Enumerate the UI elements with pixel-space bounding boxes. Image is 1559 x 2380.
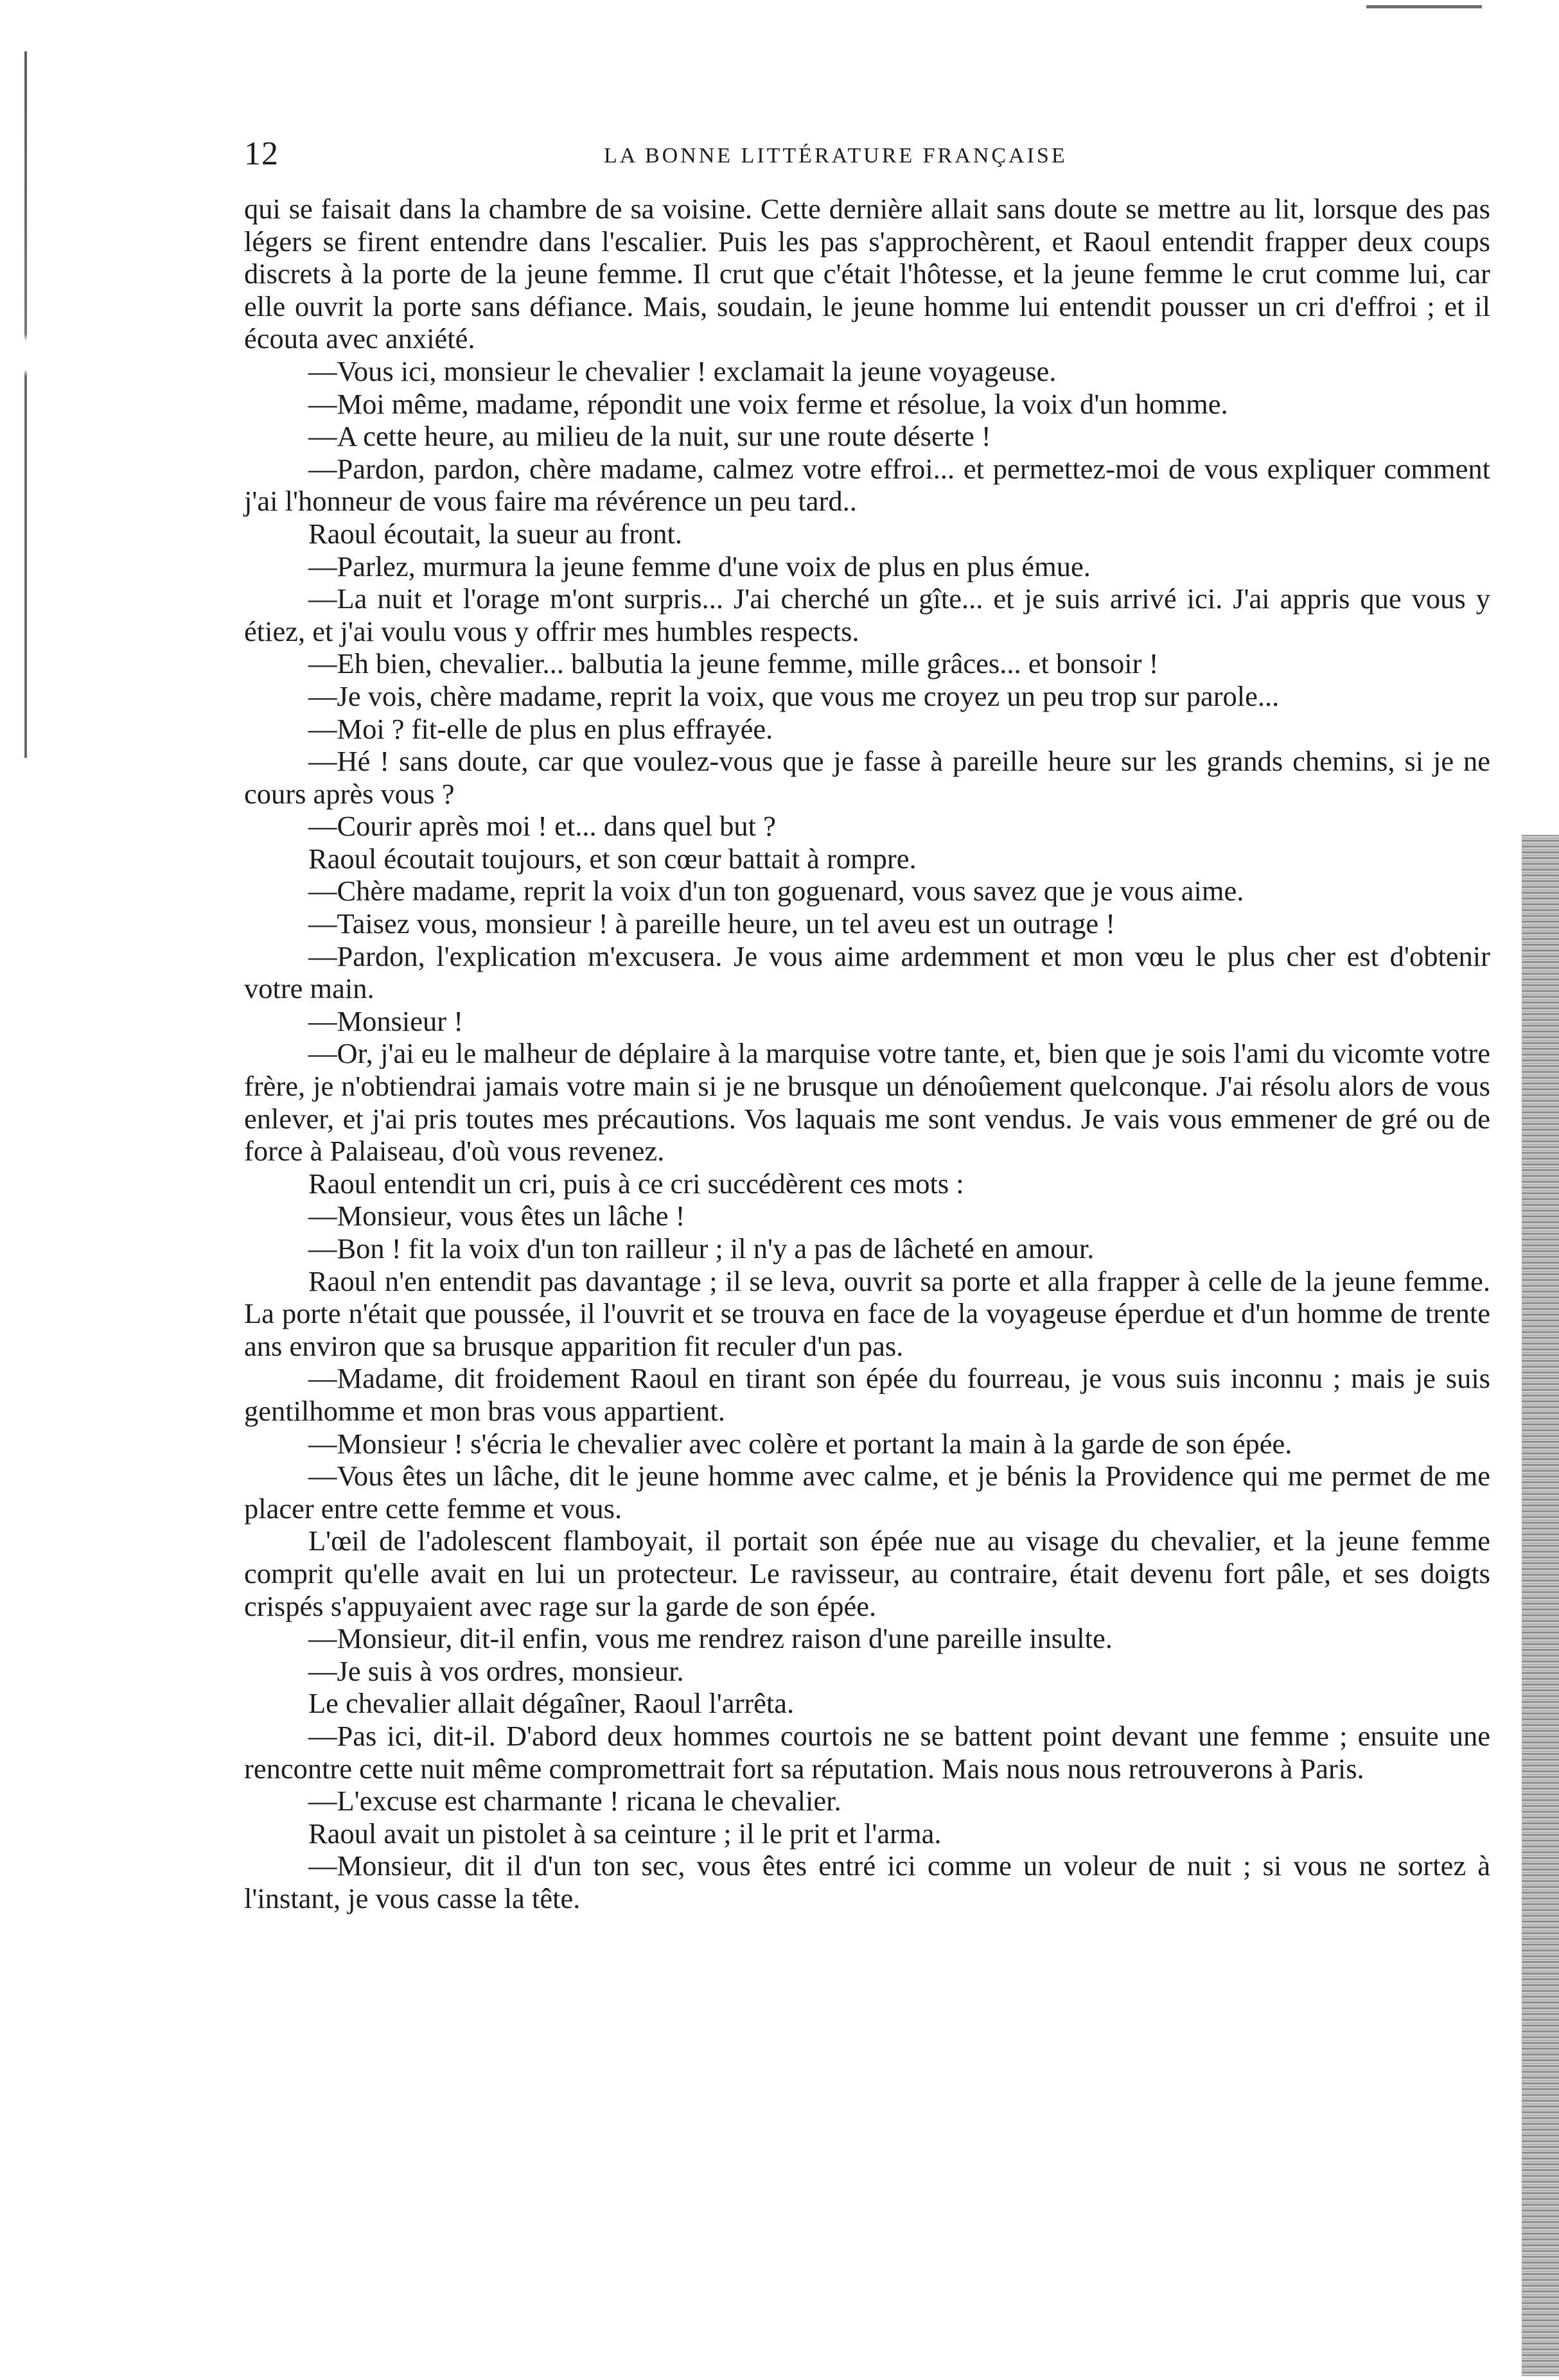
- paragraph: —Vous êtes un lâche, dit le jeune homme avec calme, et je bénis la Providence qui me permet de me placer entre cette femme et vous.: [244, 1460, 1490, 1525]
- paragraph: Raoul écoutait, la sueur au front.: [308, 517, 683, 550]
- running-title: LA BONNE LITTÉRATURE FRANÇAISE: [604, 144, 1068, 168]
- paragraph: Raoul entendit un cri, puis à ce cri succédèrent ces mots :: [308, 1167, 964, 1200]
- page-header: [244, 135, 1490, 180]
- paragraph: —Hé ! sans doute, car que voulez-vous que je fasse à pareille heure sur les grands chemins, si je ne cours après vous ?: [244, 745, 1490, 810]
- paragraph: —Courir après moi ! et... dans quel but ?: [308, 810, 776, 843]
- paragraph: —Bon ! fit la voix d'un ton railleur ; il n'y a pas de lâcheté en amour.: [308, 1232, 1095, 1264]
- paragraph: —L'excuse est charmante ! ricana le chevalier.: [308, 1785, 841, 1817]
- scan-edge-artifact-top: [1366, 5, 1482, 8]
- paragraph: —Monsieur, dit-il enfin, vous me rendrez raison d'une pareille insulte.: [308, 1622, 1113, 1655]
- paragraph: —Monsieur ! s'écria le chevalier avec colère et portant la main à la garde de son épée.: [308, 1427, 1292, 1460]
- scan-edge-artifact-right: [1522, 835, 1559, 2376]
- paragraph: —Pas ici, dit-il. D'abord deux hommes courtois ne se battent point devant une femme ; ensuite une rencontre cette nuit même compromettrait fort sa réputation. Mais nous nous retrouverons à Paris.: [244, 1719, 1490, 1785]
- paragraph: —Moi même, madame, répondit une voix ferme et résolue, la voix d'un homme.: [308, 387, 1228, 420]
- paragraph: —Taisez vous, monsieur ! à pareille heure, un tel aveu est un outrage !: [308, 907, 1116, 940]
- page-number: 12: [244, 136, 279, 172]
- paragraph: Raoul écoutait toujours, et son cœur battait à rompre.: [308, 842, 917, 875]
- paragraph: —Madame, dit froidement Raoul en tirant son épée du fourreau, je vous suis inconnu ; mais je suis gentilhomme et mon bras vous appartient.: [244, 1362, 1490, 1427]
- paragraph: —Pardon, l'explication m'excusera. Je vous aime ardemment et mon vœu le plus cher est d'obtenir votre main.: [244, 940, 1490, 1005]
- paragraph: —Pardon, pardon, chère madame, calmez votre effroi... et permettez-moi de vous expliquer comment j'ai l'honneur de vous faire ma révérence un peu tard..: [244, 452, 1490, 518]
- scan-edge-artifact-left: [24, 51, 27, 758]
- paragraph: —Parlez, murmura la jeune femme d'une voix de plus en plus émue.: [308, 550, 1091, 582]
- paragraph: —Vous ici, monsieur le chevalier ! exclamait la jeune voyageuse.: [308, 354, 1057, 387]
- paragraph: —Monsieur !: [308, 1004, 464, 1037]
- paragraph: —Je suis à vos ordres, monsieur.: [308, 1654, 684, 1687]
- paragraph: Raoul n'en entendit pas davantage ; il se leva, ouvrit sa porte et alla frapper à celle de la jeune femme. La porte n'était que poussée, il l'ouvrit et se trouva en face de la voyageuse éperdue et d'un homme de trente ans environ que sa brusque apparition fit reculer d'un pas.: [244, 1264, 1490, 1362]
- paragraph: —A cette heure, au milieu de la nuit, sur une route déserte !: [308, 420, 991, 453]
- paragraph: Raoul avait un pistolet à sa ceinture ; il le prit et l'arma.: [308, 1817, 942, 1850]
- paragraph: —Je vois, chère madame, reprit la voix, que vous me croyez un peu trop sur parole...: [308, 679, 1280, 712]
- paragraph: —La nuit et l'orage m'ont surpris... J'ai cherché un gîte... et je suis arrivé ici. J'ai appris que vous y étiez, et j'ai voulu vous y offrir mes humbles respects.: [244, 582, 1490, 647]
- paragraph: L'œil de l'adolescent flamboyait, il portait son épée nue au visage du chevalier, et la jeune femme comprit qu'elle avait en lui un protecteur. Le ravisseur, au contraire, était devenu fort pâle, et ses doigts crispés s'appuyaient avec rage sur la garde de son épée.: [244, 1525, 1490, 1622]
- paragraph: Le chevalier allait dégaîner, Raoul l'arrêta.: [308, 1687, 795, 1720]
- paragraph: qui se faisait dans la chambre de sa voisine. Cette dernière allait sans doute se mettre au lit, lorsque des pas légers se firent entendre dans l'escalier. Puis les pas s'approchèrent, et Raoul entendit frapper deux coups discrets à la porte de la jeune femme. Il crut que c'était l'hôtesse, et la jeune femme le crut comme lui, car elle ouvrit la porte sans défiance. Mais, soudain, le jeune homme lui entendit pousser un cri d'effroi ; et il écouta avec anxiété.: [244, 193, 1490, 355]
- paragraph: —Eh bien, chevalier... balbutia la jeune femme, mille grâces... et bonsoir !: [308, 647, 1159, 680]
- paragraph: —Moi ? fit-elle de plus en plus effrayée.: [308, 712, 773, 745]
- paragraph: —Or, j'ai eu le malheur de déplaire à la marquise votre tante, et, bien que je sois l'ami du vicomte votre frère, je n'obtiendrai jamais votre main si je ne brusque un dénoûement quelconque. J'ai résolu alors de vous enlever, et j'ai pris toutes mes précautions. Vos laquais me sont vendus. Je vais vous emmener de gré ou de force à Palaiseau, d'où vous revenez.: [244, 1037, 1490, 1168]
- paragraph: —Monsieur, dit il d'un ton sec, vous êtes entré ici comme un voleur de nuit ; si vous ne sortez à l'instant, je vous casse la tête.: [244, 1850, 1490, 1914]
- body-text: [244, 193, 1490, 1914]
- paragraph: —Monsieur, vous êtes un lâche !: [308, 1200, 685, 1232]
- paragraph: —Chère madame, reprit la voix d'un ton goguenard, vous savez que je vous aime.: [308, 875, 1244, 907]
